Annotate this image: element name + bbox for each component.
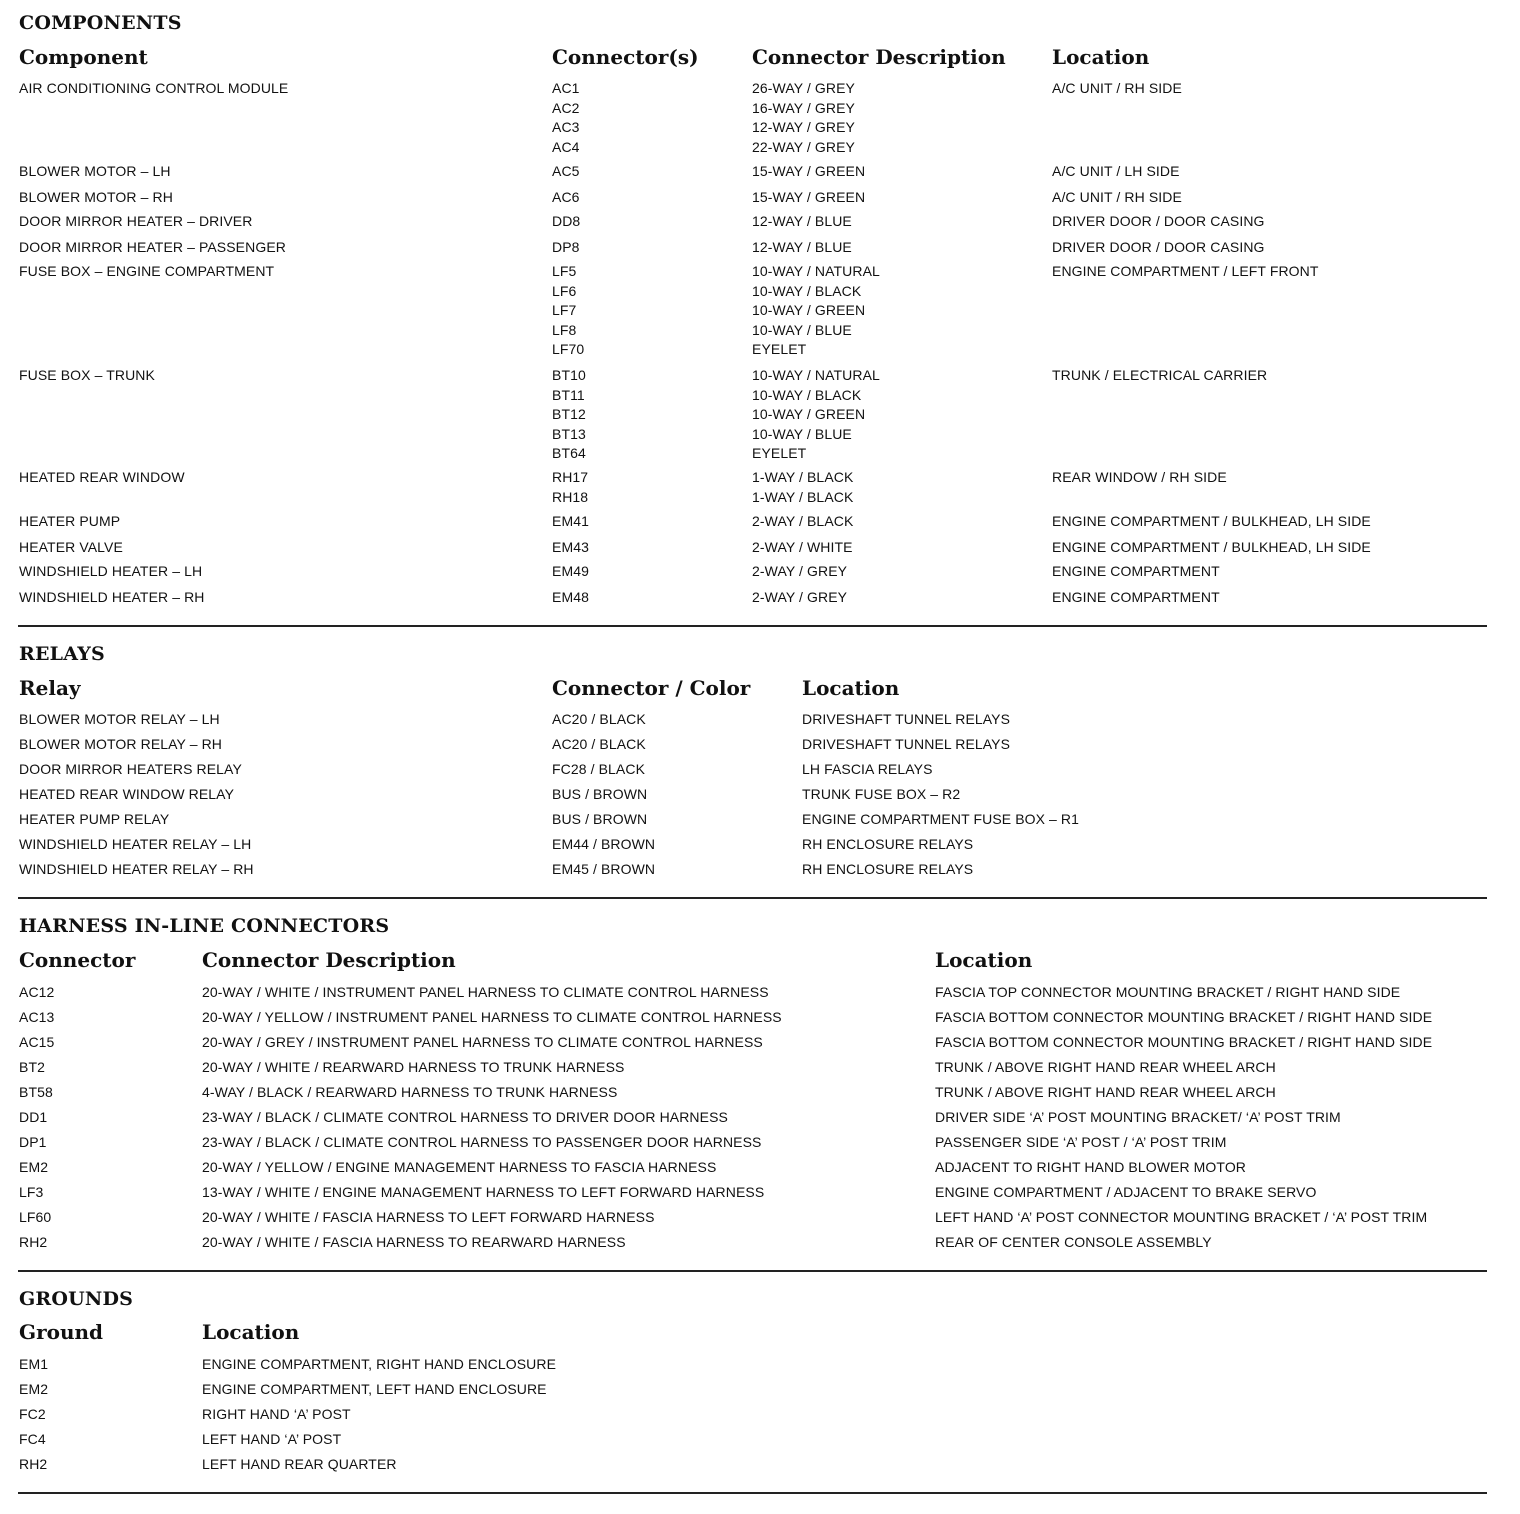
component-name: HEATED REAR WINDOW	[19, 469, 185, 485]
section-divider	[18, 897, 1487, 899]
harness-location: TRUNK / ABOVE RIGHT HAND REAR WHEEL ARCH	[935, 1084, 1276, 1100]
components-header-location: Location	[1052, 45, 1150, 69]
harness-connector: LF60	[19, 1209, 52, 1225]
harness-location: PASSENGER SIDE ‘A’ POST / ‘A’ POST TRIM	[935, 1134, 1227, 1150]
component-connector-description: EYELET	[752, 341, 807, 357]
harness-connector: RH2	[19, 1234, 48, 1250]
component-location: ENGINE COMPARTMENT / BULKHEAD, LH SIDE	[1052, 513, 1371, 529]
component-name: WINDSHIELD HEATER – RH	[19, 589, 205, 605]
relay-location: RH ENCLOSURE RELAYS	[802, 861, 974, 877]
relays-header-location: Location	[802, 676, 900, 700]
component-connector-description: EYELET	[752, 445, 807, 461]
component-connector-description: 2-WAY / WHITE	[752, 539, 853, 555]
component-connector: LF6	[552, 282, 577, 299]
component-location: A/C UNIT / RH SIDE	[1052, 189, 1182, 205]
component-connector-description: 22-WAY / GREY	[752, 138, 855, 155]
component-connector: BT13	[552, 425, 586, 442]
component-connector: LF5	[552, 263, 577, 279]
harness-connector: EM2	[19, 1159, 49, 1175]
relay-connector-color: FC28 / BLACK	[552, 761, 646, 777]
harness-connector-description: 20-WAY / YELLOW / ENGINE MANAGEMENT HARNESS TO FASCIA HARNESS	[202, 1159, 717, 1175]
section-divider	[18, 1270, 1487, 1272]
component-name: HEATER VALVE	[19, 539, 123, 555]
ground-location: RIGHT HAND ‘A’ POST	[202, 1406, 351, 1422]
harness-connector: BT2	[19, 1059, 45, 1075]
component-connector-description: 12-WAY / GREY	[752, 119, 855, 135]
component-connector: AC3	[552, 119, 580, 135]
relays-section-title: RELAYS	[19, 643, 105, 665]
component-connector: LF8	[552, 321, 577, 338]
component-name: FUSE BOX – TRUNK	[19, 367, 155, 383]
ground-location: ENGINE COMPARTMENT, LEFT HAND ENCLOSURE	[202, 1381, 547, 1397]
ground-location: ENGINE COMPARTMENT, RIGHT HAND ENCLOSURE	[202, 1356, 557, 1372]
component-connector: RH18	[552, 488, 589, 505]
harness-location: ADJACENT TO RIGHT HAND BLOWER MOTOR	[935, 1159, 1247, 1175]
component-connector: AC2	[552, 99, 580, 116]
component-connector-description: 2-WAY / BLACK	[752, 513, 854, 529]
components-section-title: COMPONENTS	[19, 12, 182, 34]
component-connector-description: 12-WAY / BLUE	[752, 213, 852, 229]
harness-connector: AC12	[19, 984, 55, 1000]
harness-connector-description: 23-WAY / BLACK / CLIMATE CONTROL HARNESS TO DRIVER DOOR HARNESS	[202, 1109, 728, 1125]
relay-location: LH FASCIA RELAYS	[802, 761, 933, 777]
component-connector-description: 10-WAY / GREEN	[752, 406, 866, 422]
grounds-section-title: GROUNDS	[19, 1288, 134, 1310]
harness-connector-description: 23-WAY / BLACK / CLIMATE CONTROL HARNESS TO PASSENGER DOOR HARNESS	[202, 1134, 762, 1150]
relay-location: DRIVESHAFT TUNNEL RELAYS	[802, 736, 1011, 752]
ground-id: EM1	[19, 1356, 49, 1372]
harness-connector: LF3	[19, 1184, 44, 1200]
component-connector-description: 26-WAY / GREY	[752, 80, 855, 96]
ground-id: FC2	[19, 1406, 46, 1422]
harness-header-location: Location	[935, 948, 1033, 972]
ground-id: RH2	[19, 1456, 48, 1472]
ground-location: LEFT HAND ‘A’ POST	[202, 1431, 342, 1447]
relay-location: RH ENCLOSURE RELAYS	[802, 836, 974, 852]
component-name: DOOR MIRROR HEATER – DRIVER	[19, 213, 253, 229]
harness-location: FASCIA TOP CONNECTOR MOUNTING BRACKET / RIGHT HAND SIDE	[935, 984, 1401, 1000]
component-name: WINDSHIELD HEATER – LH	[19, 563, 203, 579]
component-connector: DD8	[552, 213, 581, 229]
harness-location: FASCIA BOTTOM CONNECTOR MOUNTING BRACKET / RIGHT HAND SIDE	[935, 1009, 1433, 1025]
ground-id: FC4	[19, 1431, 46, 1447]
component-name: BLOWER MOTOR – LH	[19, 163, 171, 179]
harness-connector-description: 20-WAY / YELLOW / INSTRUMENT PANEL HARNESS TO CLIMATE CONTROL HARNESS	[202, 1009, 782, 1025]
component-location: ENGINE COMPARTMENT / LEFT FRONT	[1052, 263, 1319, 279]
harness-connector: AC13	[19, 1009, 55, 1025]
component-connector: RH17	[552, 469, 589, 485]
relay-name: BLOWER MOTOR RELAY – RH	[19, 736, 223, 752]
component-location: A/C UNIT / LH SIDE	[1052, 163, 1180, 179]
harness-connector-description: 13-WAY / WHITE / ENGINE MANAGEMENT HARNESS TO LEFT FORWARD HARNESS	[202, 1184, 765, 1200]
grounds-header-ground: Ground	[19, 1320, 104, 1344]
relay-location: DRIVESHAFT TUNNEL RELAYS	[802, 711, 1011, 727]
component-location: DRIVER DOOR / DOOR CASING	[1052, 239, 1265, 255]
component-connector: BT64	[552, 445, 586, 461]
relay-location: TRUNK FUSE BOX – R2	[802, 786, 961, 802]
component-connector: AC5	[552, 163, 580, 179]
component-connector: BT10	[552, 367, 586, 383]
relay-connector-color: EM45 / BROWN	[552, 861, 656, 877]
harness-location: TRUNK / ABOVE RIGHT HAND REAR WHEEL ARCH	[935, 1059, 1276, 1075]
harness-connector-description: 20-WAY / GREY / INSTRUMENT PANEL HARNESS TO CLIMATE CONTROL HARNESS	[202, 1034, 763, 1050]
component-connector: DP8	[552, 239, 580, 255]
component-connector-description: 15-WAY / GREEN	[752, 163, 866, 179]
harness-connector-description: 4-WAY / BLACK / REARWARD HARNESS TO TRUNK HARNESS	[202, 1084, 618, 1100]
component-connector: BT12	[552, 406, 586, 422]
relay-connector-color: EM44 / BROWN	[552, 836, 656, 852]
harness-connector-description: 20-WAY / WHITE / INSTRUMENT PANEL HARNESS TO CLIMATE CONTROL HARNESS	[202, 984, 769, 1000]
harness-location: DRIVER SIDE ‘A’ POST MOUNTING BRACKET/ ‘A’ POST TRIM	[935, 1109, 1341, 1125]
component-location: A/C UNIT / RH SIDE	[1052, 80, 1182, 96]
harness-connector: AC15	[19, 1034, 55, 1050]
component-connector-description: 2-WAY / GREY	[752, 589, 848, 605]
component-location: ENGINE COMPARTMENT	[1052, 563, 1220, 579]
component-connector: EM43	[552, 539, 589, 555]
component-name: DOOR MIRROR HEATER – PASSENGER	[19, 239, 286, 255]
component-connector: EM48	[552, 589, 589, 605]
component-location: REAR WINDOW / RH SIDE	[1052, 469, 1227, 485]
harness-location: FASCIA BOTTOM CONNECTOR MOUNTING BRACKET / RIGHT HAND SIDE	[935, 1034, 1433, 1050]
components-header-description: Connector Description	[752, 45, 1006, 69]
components-header-component: Component	[19, 45, 148, 69]
component-connector-description: 1-WAY / BLACK	[752, 469, 854, 485]
component-connector-description: 10-WAY / BLACK	[752, 386, 862, 403]
harness-header-description: Connector Description	[202, 948, 456, 972]
relays-header-relay: Relay	[19, 676, 81, 700]
harness-connector-description: 20-WAY / WHITE / FASCIA HARNESS TO REARWARD HARNESS	[202, 1234, 626, 1250]
component-connector: BT11	[552, 386, 585, 403]
harness-connector-description: 20-WAY / WHITE / FASCIA HARNESS TO LEFT FORWARD HARNESS	[202, 1209, 655, 1225]
component-connector-description: 10-WAY / GREEN	[752, 302, 866, 318]
component-connector-description: 10-WAY / BLUE	[752, 321, 852, 338]
ground-location: LEFT HAND REAR QUARTER	[202, 1456, 397, 1472]
relay-name: WINDSHIELD HEATER RELAY – RH	[19, 861, 254, 877]
section-divider	[18, 625, 1487, 627]
ground-id: EM2	[19, 1381, 49, 1397]
component-connector: AC1	[552, 80, 580, 96]
relay-connector-color: BUS / BROWN	[552, 786, 648, 802]
component-location: ENGINE COMPARTMENT	[1052, 589, 1220, 605]
component-connector-description: 10-WAY / BLUE	[752, 425, 852, 442]
components-header-connectors: Connector(s)	[552, 45, 699, 69]
component-name: FUSE BOX – ENGINE COMPARTMENT	[19, 263, 275, 279]
component-connector: LF7	[552, 302, 577, 318]
relay-name: BLOWER MOTOR RELAY – LH	[19, 711, 220, 727]
component-connector: EM49	[552, 563, 589, 579]
relay-connector-color: AC20 / BLACK	[552, 736, 646, 752]
component-connector-description: 12-WAY / BLUE	[752, 239, 852, 255]
component-connector-description: 1-WAY / BLACK	[752, 488, 854, 505]
relay-connector-color: AC20 / BLACK	[552, 711, 646, 727]
section-divider	[18, 1492, 1487, 1494]
harness-location: ENGINE COMPARTMENT / ADJACENT TO BRAKE SERVO	[935, 1184, 1317, 1200]
component-connector-description: 2-WAY / GREY	[752, 563, 848, 579]
component-connector: EM41	[552, 513, 589, 529]
component-name: BLOWER MOTOR – RH	[19, 189, 173, 205]
component-location: ENGINE COMPARTMENT / BULKHEAD, LH SIDE	[1052, 539, 1371, 555]
harness-header-connector: Connector	[19, 948, 136, 972]
relay-name: HEATER PUMP RELAY	[19, 811, 170, 827]
component-connector: LF70	[552, 341, 585, 357]
component-name: HEATER PUMP	[19, 513, 121, 529]
relay-connector-color: BUS / BROWN	[552, 811, 648, 827]
harness-location: LEFT HAND ‘A’ POST CONNECTOR MOUNTING BRACKET / ‘A’ POST TRIM	[935, 1209, 1428, 1225]
relay-name: WINDSHIELD HEATER RELAY – LH	[19, 836, 252, 852]
harness-section-title: HARNESS IN-LINE CONNECTORS	[19, 915, 390, 937]
harness-connector: BT58	[19, 1084, 53, 1100]
relay-name: HEATED REAR WINDOW RELAY	[19, 786, 235, 802]
harness-connector: DD1	[19, 1109, 48, 1125]
relays-header-connector-color: Connector / Color	[552, 676, 751, 700]
component-connector-description: 15-WAY / GREEN	[752, 189, 866, 205]
relay-location: ENGINE COMPARTMENT FUSE BOX – R1	[802, 811, 1080, 827]
component-connector-description: 16-WAY / GREY	[752, 99, 855, 116]
relay-name: DOOR MIRROR HEATERS RELAY	[19, 761, 242, 777]
component-connector: AC6	[552, 189, 580, 205]
harness-connector-description: 20-WAY / WHITE / REARWARD HARNESS TO TRUNK HARNESS	[202, 1059, 625, 1075]
harness-connector: DP1	[19, 1134, 47, 1150]
component-location: DRIVER DOOR / DOOR CASING	[1052, 213, 1265, 229]
component-name: AIR CONDITIONING CONTROL MODULE	[19, 80, 289, 96]
component-connector-description: 10-WAY / BLACK	[752, 282, 862, 299]
component-connector-description: 10-WAY / NATURAL	[752, 367, 880, 383]
component-location: TRUNK / ELECTRICAL CARRIER	[1052, 367, 1268, 383]
component-connector: AC4	[552, 138, 580, 155]
grounds-header-location: Location	[202, 1320, 300, 1344]
harness-location: REAR OF CENTER CONSOLE ASSEMBLY	[935, 1234, 1212, 1250]
component-connector-description: 10-WAY / NATURAL	[752, 263, 880, 279]
